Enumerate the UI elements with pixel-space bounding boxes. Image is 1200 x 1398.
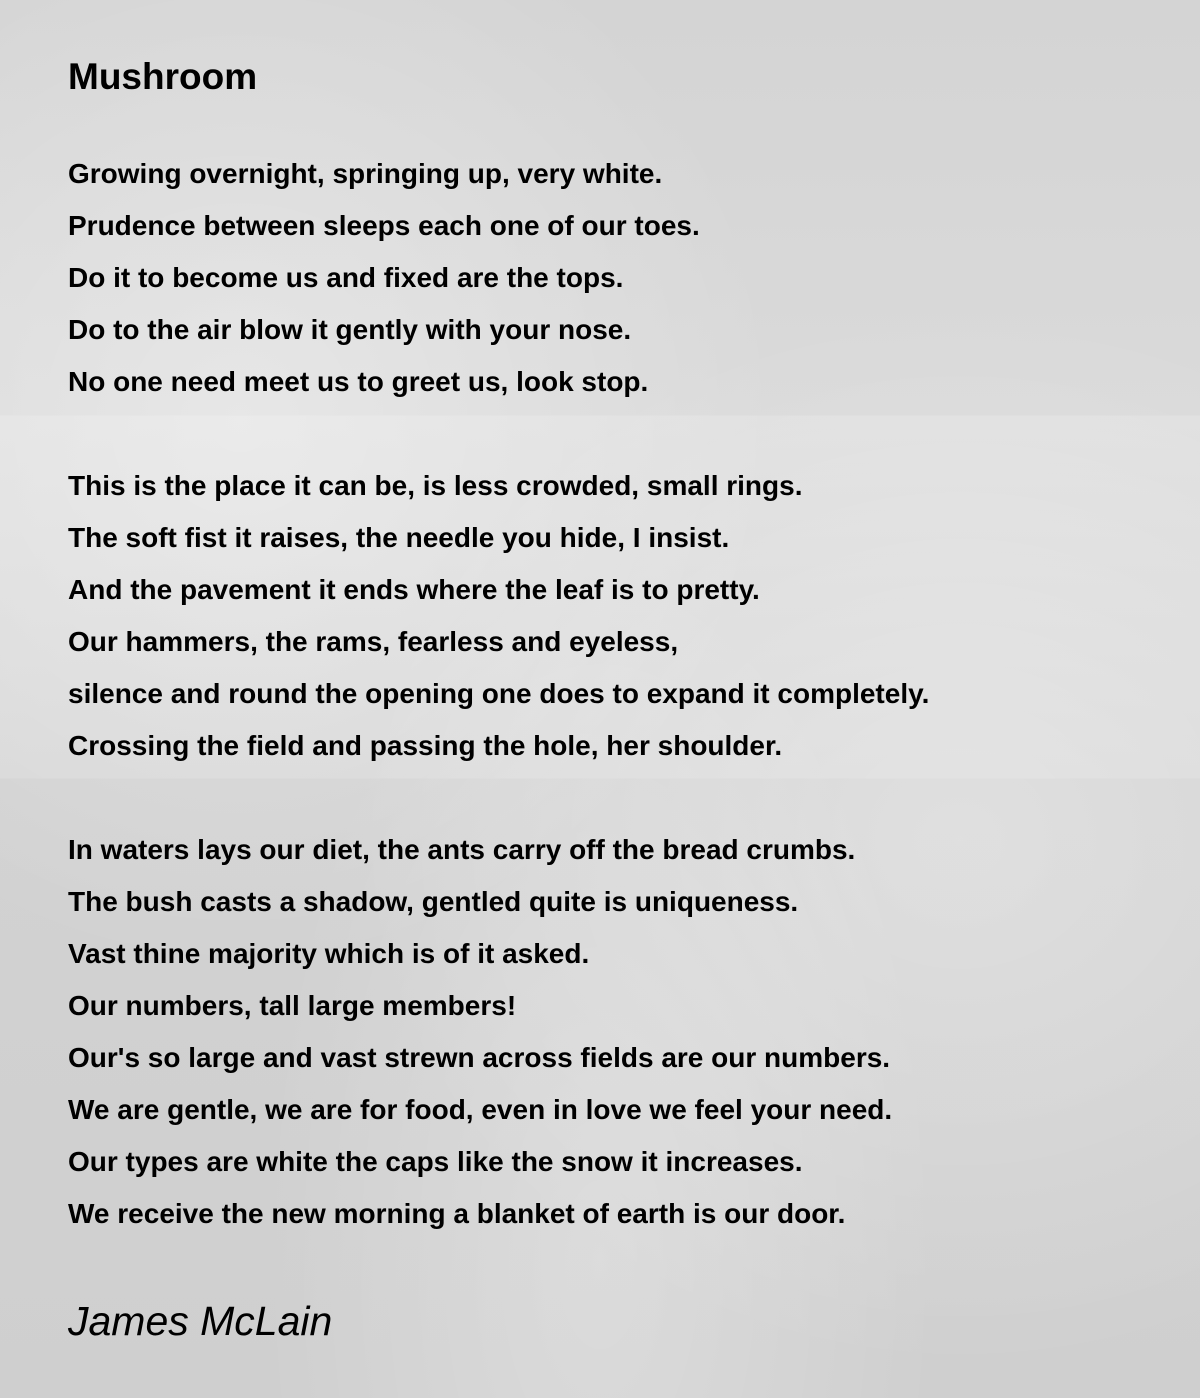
poem-line: Crossing the field and passing the hole, her shoulder. xyxy=(68,730,783,761)
poem-line: In waters lays our diet, the ants carry off the bread crumbs. xyxy=(68,834,856,865)
poem-title: Mushroom xyxy=(68,56,258,97)
poem-line: Prudence between sleeps each one of our toes. xyxy=(68,210,700,241)
poem-line: No one need meet us to greet us, look stop. xyxy=(68,366,649,397)
poem-line: Vast thine majority which is of it asked. xyxy=(68,938,590,969)
poem-line: We receive the new morning a blanket of earth is our door. xyxy=(68,1198,846,1229)
poem-line: Our's so large and vast strewn across fields are our numbers. xyxy=(68,1042,891,1073)
poem-line: This is the place it can be, is less crowded, small rings. xyxy=(68,470,803,501)
poem-author: James McLain xyxy=(68,1298,333,1344)
poem-line: The bush casts a shadow, gentled quite is uniqueness. xyxy=(68,886,799,917)
poem-line: And the pavement it ends where the leaf is to pretty. xyxy=(68,574,760,605)
poem-line: silence and round the opening one does to expand it completely. xyxy=(68,678,930,709)
poem-line: Do it to become us and fixed are the tops. xyxy=(68,262,624,293)
poem-line: Our types are white the caps like the snow it increases. xyxy=(68,1146,803,1177)
poem-line: Do to the air blow it gently with your nose. xyxy=(68,314,632,345)
poem-line: We are gentle, we are for food, even in love we feel your need. xyxy=(68,1094,893,1125)
poem-line: Our hammers, the rams, fearless and eyeless, xyxy=(68,626,679,657)
poem-line: Our numbers, tall large members! xyxy=(68,990,517,1021)
poem-line: Growing overnight, springing up, very white. xyxy=(68,158,663,189)
poem-line: The soft fist it raises, the needle you hide, I insist. xyxy=(68,522,730,553)
